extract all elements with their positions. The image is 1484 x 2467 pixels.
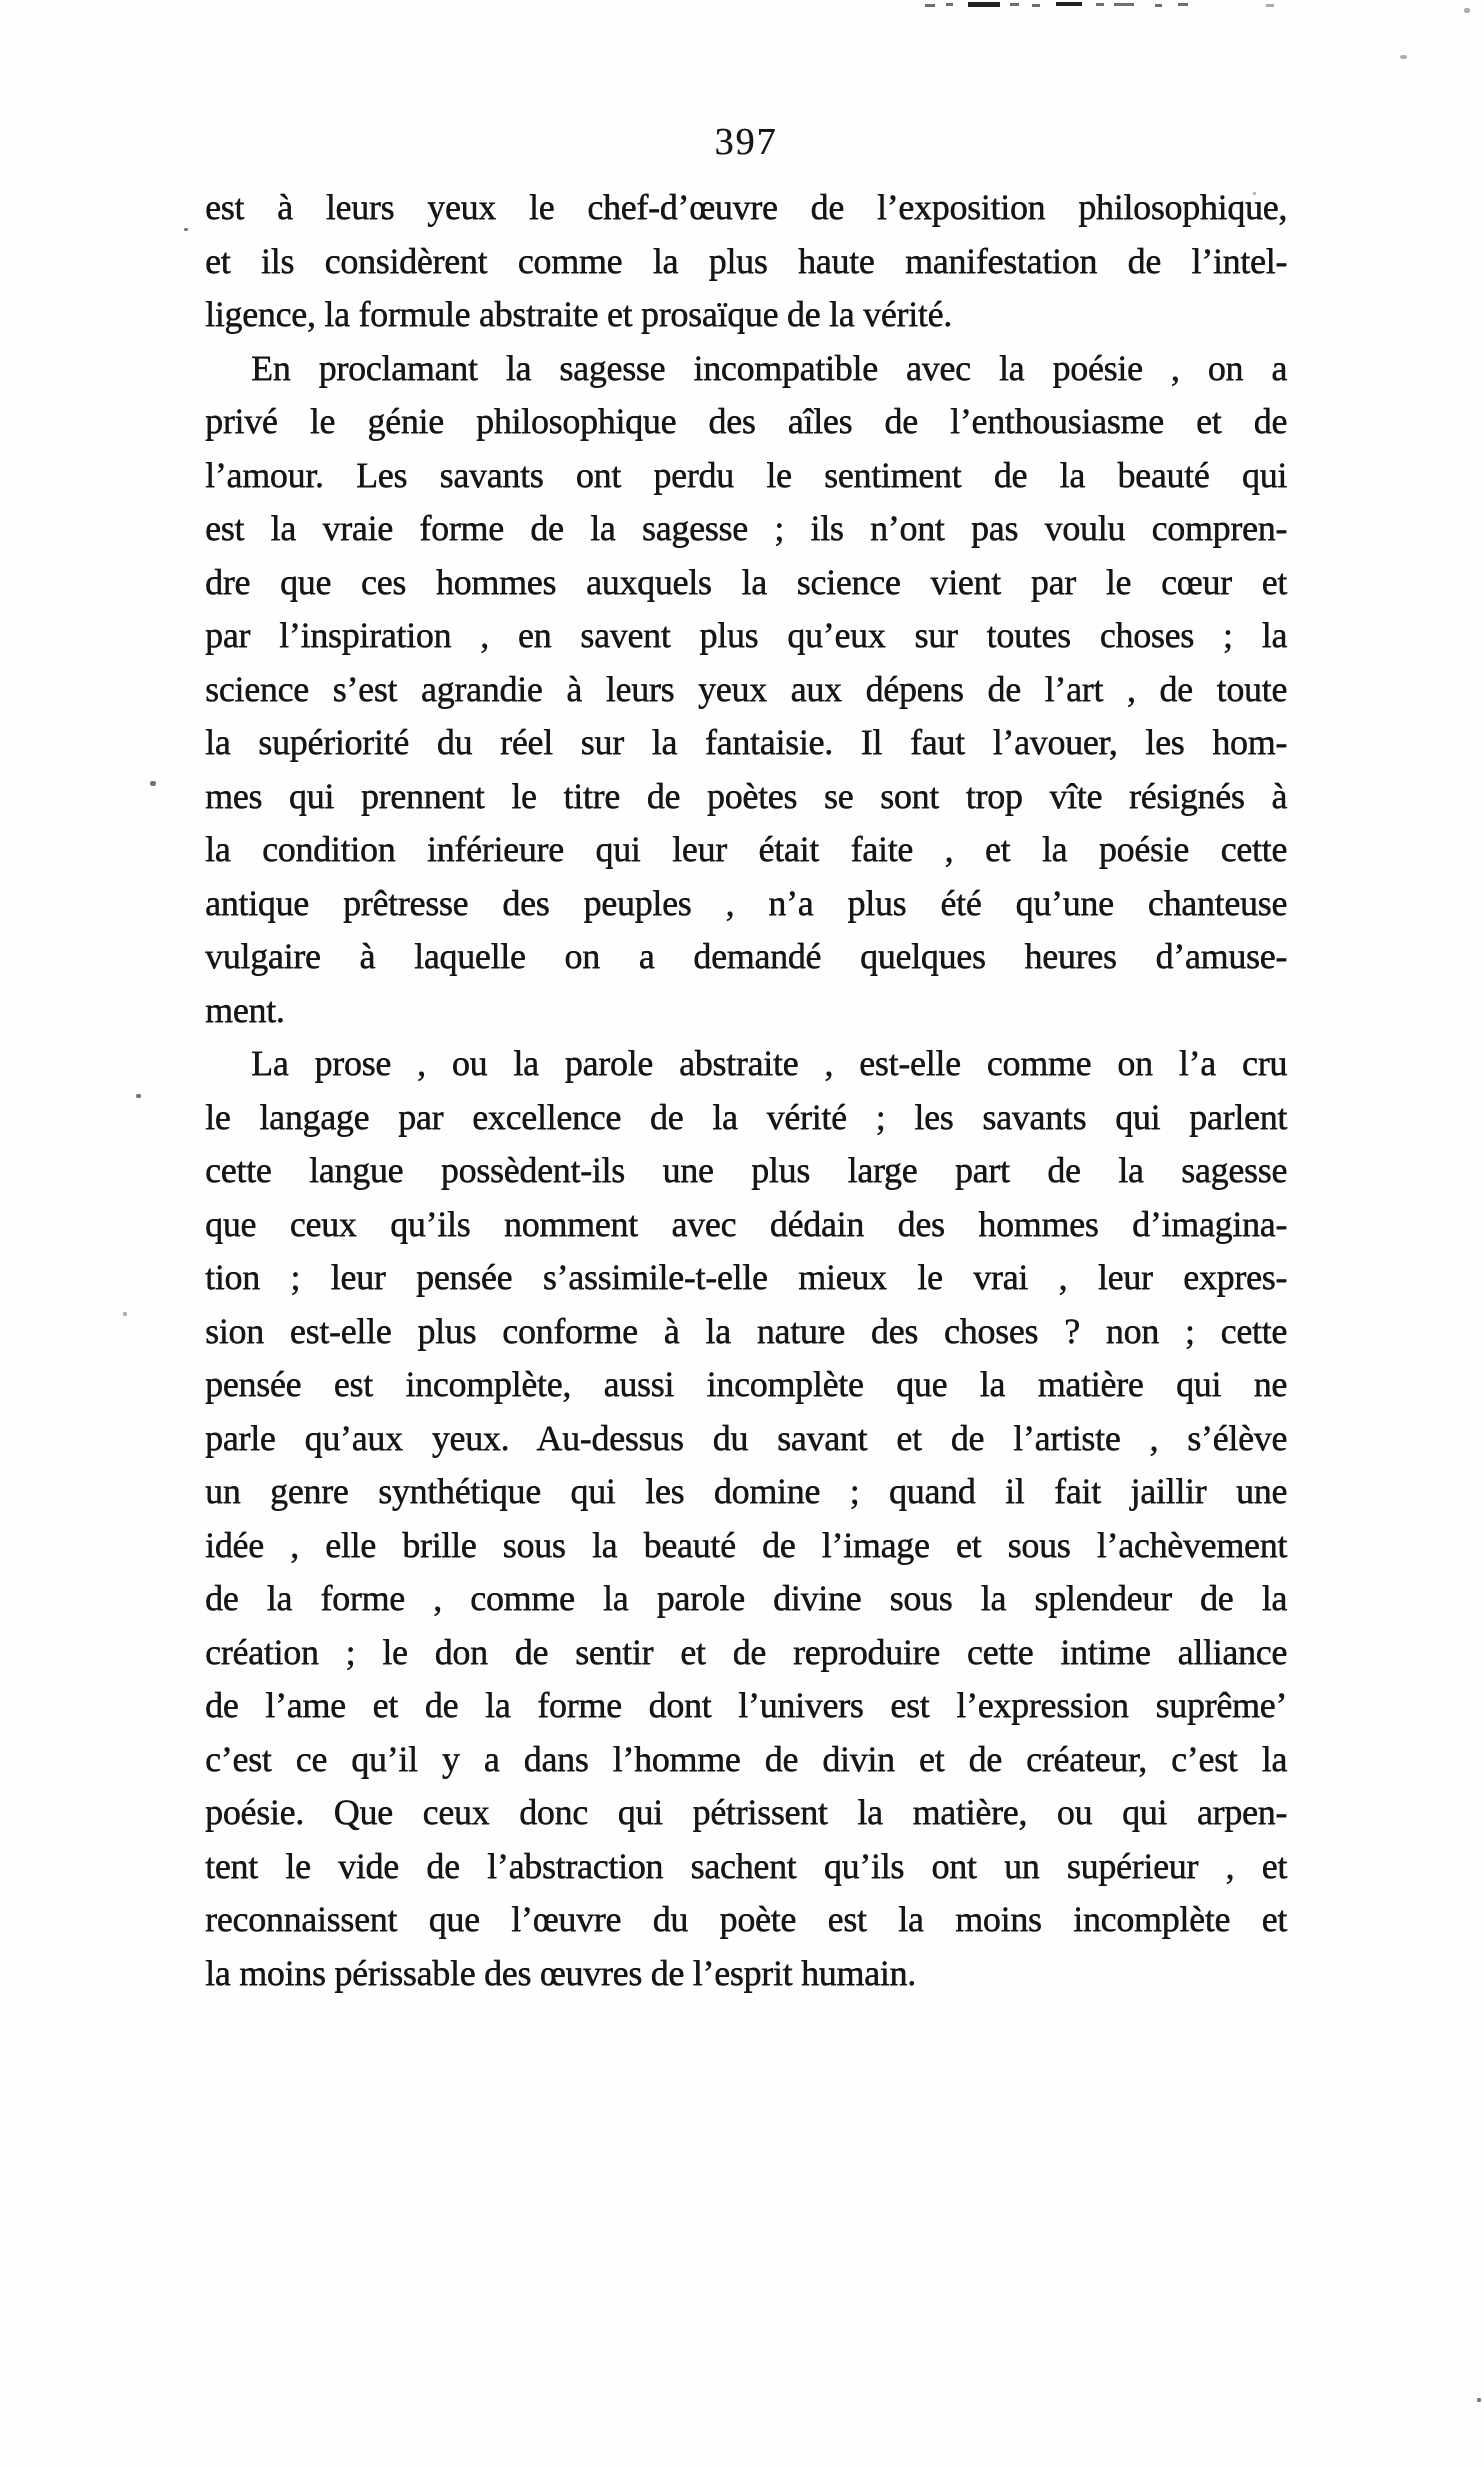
text-line: par l’inspiration , en savent plus qu’eux sur toutes choses ; la — [205, 615, 1287, 655]
scan-dash — [925, 4, 935, 7]
text-line: parle qu’aux yeux. Au-dessus du savant et de l’artiste , s’élève — [205, 1417, 1287, 1458]
scan-speck — [1477, 2398, 1481, 2402]
text-line: science s’est agrandie à leurs yeux aux dépens de l’art , de toute — [205, 668, 1287, 709]
scan-dash — [1056, 2, 1082, 6]
scan-dash — [968, 2, 1000, 7]
text-line: tent le vide de l’abstraction sachent qu’ils ont un supérieur , et — [205, 1845, 1287, 1886]
scan-speck — [150, 781, 156, 786]
text-line: création ; le don de sentir et de reproduire cette intime alliance — [205, 1631, 1287, 1672]
text-line: pensée est incomplète, aussi incomplète que la matière qui ne — [205, 1364, 1287, 1404]
page-number: 397 — [714, 121, 778, 163]
scan-dash — [1096, 3, 1104, 6]
scan-dash — [1178, 3, 1188, 6]
text-line: la condition inférieure qui leur était faite , et la poésie cette — [205, 829, 1287, 869]
scan-dash — [1010, 3, 1019, 6]
text-line: que ceux qu’ils nomment avec dédain des hommes d’imagina- — [205, 1203, 1287, 1244]
text-line: la moins périssable des œuvres de l’esprit humain. — [205, 1952, 916, 1993]
text-line: cette langue possèdent-ils une plus large part de la sagesse — [205, 1150, 1287, 1190]
text-line: est à leurs yeux le chef-d’œuvre de l’exposition philosophique, — [205, 187, 1287, 227]
text-line: un genre synthétique qui les domine ; quand il fait jaillir une — [205, 1471, 1287, 1511]
text-line: ligence, la formule abstraite et prosaïque de la vérité. — [205, 294, 952, 334]
text-line: de la forme , comme la parole divine sous la splendeur de la — [205, 1578, 1287, 1618]
text-line: la supériorité du réel sur la fantaisie. Il faut l’avouer, les hom- — [205, 722, 1287, 762]
text-line: reconnaissent que l’œuvre du poète est la moins incomplète et — [205, 1899, 1287, 1939]
scan-speck — [1253, 192, 1256, 195]
text-line: vulgaire à laquelle on a demandé quelques heures d’amuse- — [205, 936, 1287, 976]
scan-speck — [1400, 55, 1407, 59]
scan-speck — [123, 1312, 127, 1316]
text-line: ment. — [205, 989, 285, 1030]
text-line: mes qui prennent le titre de poètes se sont trop vîte résignés à — [205, 775, 1287, 816]
scan-dash — [1266, 4, 1274, 7]
scan-speck — [136, 1094, 141, 1098]
text-line: le langage par excellence de la vérité ; les savants qui parlent — [205, 1096, 1287, 1137]
text-line: c’est ce qu’il y a dans l’homme de divin et de créateur, c’est la — [205, 1738, 1287, 1779]
text-line: poésie. Que ceux donc qui pétrissent la matière, ou qui arpen- — [205, 1792, 1287, 1832]
text-line: antique prêtresse des peuples , n’a plus été qu’une chanteuse — [205, 882, 1287, 923]
text-line: dre que ces hommes auxquels la science vient par le cœur et — [205, 561, 1287, 602]
scan-dash — [1155, 4, 1162, 7]
text-line: de l’ame et de la forme dont l’univers est l’expression suprême’ — [205, 1685, 1287, 1725]
text-line: et ils considèrent comme la plus haute manifestation de l’intel- — [205, 240, 1287, 281]
scan-speck — [184, 228, 188, 231]
text-line: idée , elle brille sous la beauté de l’image et sous l’achèvement — [205, 1524, 1287, 1565]
text-line: l’amour. Les savants ont perdu le sentiment de la beauté qui — [205, 454, 1287, 495]
scan-dash — [946, 3, 953, 6]
text-line: est la vraie forme de la sagesse ; ils n’ont pas voulu compren- — [205, 508, 1287, 548]
text-line: privé le génie philosophique des aîles de l’enthousiasme et de — [205, 401, 1287, 441]
scan-speck — [1464, 8, 1470, 13]
scan-dash — [1032, 4, 1040, 7]
text-block — [205, 181, 1287, 2000]
scan-dash — [1114, 3, 1134, 6]
text-line: En proclamant la sagesse incompatible avec la poésie , on a — [251, 347, 1287, 388]
text-line: sion est-elle plus conforme à la nature des choses ? non ; cette — [205, 1310, 1287, 1351]
text-line: La prose , ou la parole abstraite , est-elle comme on l’a cru — [251, 1043, 1287, 1083]
text-line: tion ; leur pensée s’assimile-t-elle mieux le vrai , leur expres- — [205, 1257, 1287, 1297]
